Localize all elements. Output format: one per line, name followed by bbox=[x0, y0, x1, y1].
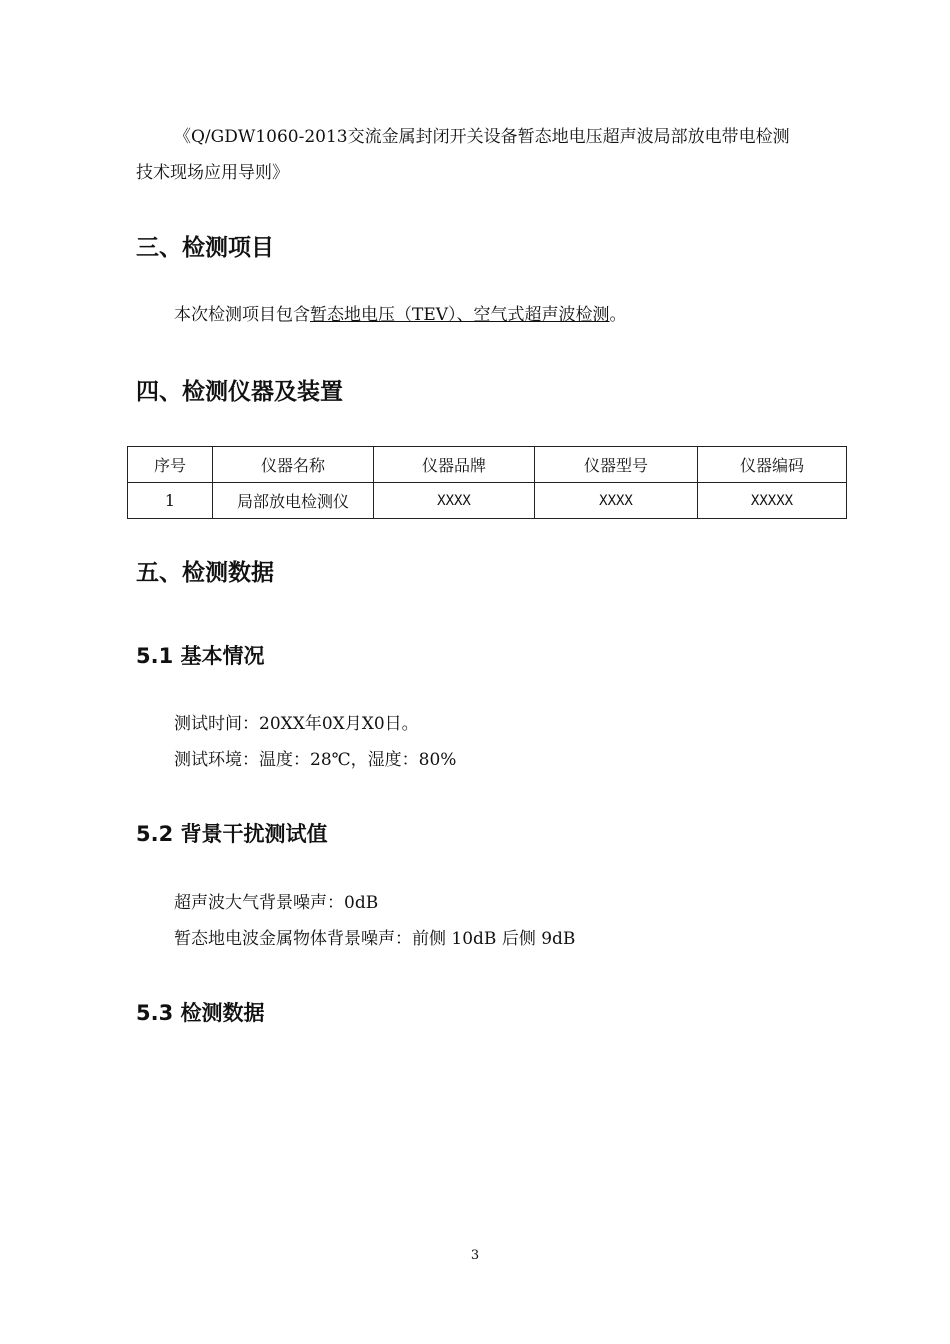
test-environment: 测试环境：温度：28℃，湿度：80% bbox=[174, 750, 457, 770]
table-header-cell: 仪器编码 bbox=[698, 447, 847, 483]
section-3-text-suffix: 。 bbox=[609, 305, 627, 325]
instrument-table bbox=[127, 446, 847, 519]
subsection-5-1-heading: 5.1 基本情况 bbox=[136, 644, 265, 668]
tev-background-noise: 暂态地电波金属物体背景噪声：前侧 10dB 后侧 9dB bbox=[174, 929, 576, 949]
section-3-heading: 三、检测项目 bbox=[136, 235, 274, 261]
section-3-text-prefix: 本次检测项目包含 bbox=[174, 305, 310, 325]
section-3-text-underlined: 暂态地电压（TEV）、空气式超声波检测 bbox=[310, 305, 610, 325]
table-header-cell: 序号 bbox=[128, 447, 213, 483]
reference-line-2: 技术现场应用导则》 bbox=[136, 163, 289, 183]
page-number: 3 bbox=[470, 1248, 480, 1263]
table-cell-code: XXXXX bbox=[698, 483, 847, 519]
table-cell-index: 1 bbox=[128, 483, 213, 519]
table-header-cell: 仪器名称 bbox=[213, 447, 374, 483]
table-header-row bbox=[128, 447, 847, 483]
table-cell-brand: XXXX bbox=[374, 483, 535, 519]
section-5-heading: 五、检测数据 bbox=[136, 560, 274, 586]
subsection-5-3-heading: 5.3 检测数据 bbox=[136, 1001, 265, 1025]
ultrasonic-background-noise: 超声波大气背景噪声：0dB bbox=[174, 893, 379, 913]
table-cell-name: 局部放电检测仪 bbox=[213, 483, 374, 519]
table-cell-model: XXXX bbox=[535, 483, 698, 519]
table-header-cell: 仪器型号 bbox=[535, 447, 698, 483]
subsection-5-2-heading: 5.2 背景干扰测试值 bbox=[136, 822, 328, 846]
reference-line-1: 《Q/GDW1060-2013交流金属封闭开关设备暂态地电压超声波局部放电带电检测 bbox=[174, 127, 790, 147]
section-3-text bbox=[174, 304, 627, 326]
table-header-cell: 仪器品牌 bbox=[374, 447, 535, 483]
section-4-heading: 四、检测仪器及装置 bbox=[136, 379, 343, 405]
test-time: 测试时间：20XX年0X月X0日。 bbox=[174, 714, 419, 734]
table-row bbox=[128, 483, 847, 519]
